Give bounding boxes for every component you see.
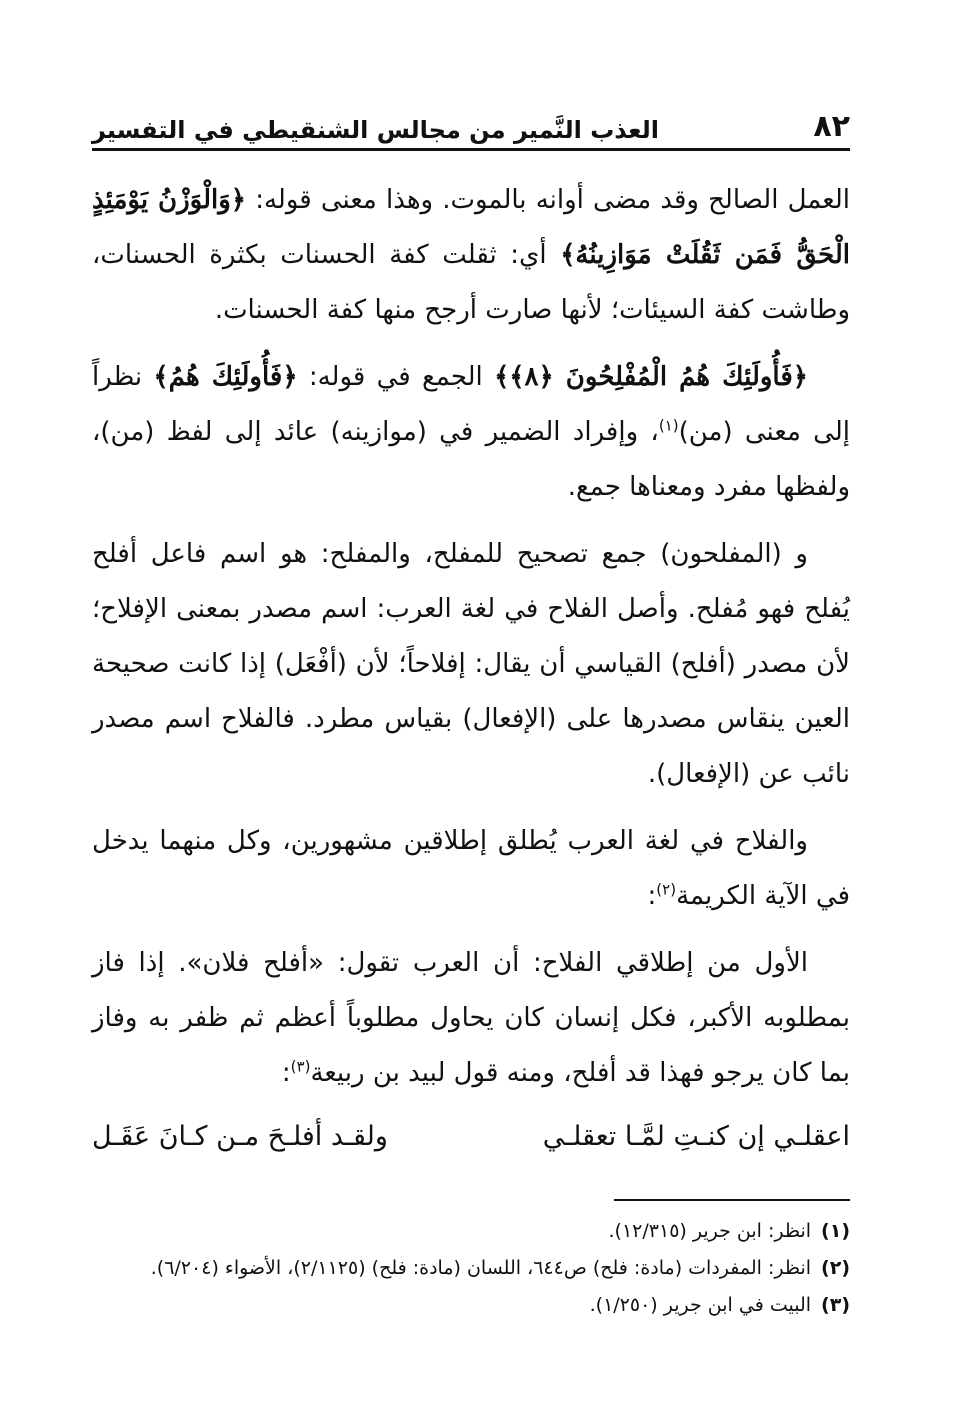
footnote-ref[interactable]: (٢) — [656, 880, 677, 899]
paragraph-5 — [92, 936, 850, 1101]
text-segment: : — [647, 881, 657, 911]
footnote — [92, 1287, 850, 1324]
footnote-text: انظر: ابن جرير (١٢/٣١٥). — [608, 1220, 812, 1242]
page-number: ٨٢ — [813, 109, 850, 144]
quran-verse: ﴿فَأُولَئِكَ هُمُ﴾ — [153, 362, 298, 392]
text-segment: نظراً إلى معنى (من) — [92, 362, 850, 447]
footnote — [92, 1250, 850, 1287]
text-segment: العمل الصالح وقد مضى أوانه بالموت. وهذا معنى قوله: — [246, 185, 850, 215]
footnote-number: (٣) — [821, 1294, 850, 1316]
quran-verse: ﴿وَالْوَزْنُ يَوْمَئِذٍ الْحَقُّ فَمَن ثَقُلَتْ مَوَازِينُهُ﴾ — [92, 185, 850, 270]
footnote-text: انظر: المفردات (مادة: فلح) ص٦٤٤، اللسان (مادة: فلح) (٢/١١٢٥)، الأضواء (٦/٢٠٤). — [150, 1257, 812, 1279]
footnote-text: البيت في ابن جرير (١/٢٥٠). — [589, 1294, 812, 1316]
poetry-verse — [92, 1113, 850, 1161]
text-segment: الأول من إطلاقي الفلاح: أن العرب تقول: «أفلح فلان». إذا فاز بمطلوبه الأكبر، فكل إنسان كان يحاول مطلوباً أعظم ثم ظفر به وفاز بما كان يرجو فهذا قد أفلح، ومنه قول لبيد بن ربيعة — [92, 948, 850, 1088]
running-title: العذب النَّمير من مجالس الشنقيطي في التفسير — [92, 116, 659, 144]
text-segment: ، وإفراد الضمير في (موازينه) عائد إلى لفظ (من)، ولفظها مفرد ومعناها جمع. — [92, 417, 850, 502]
quran-verse: ﴿فَأُولَئِكَ هُمُ الْمُفْلِحُونَ ﴿٨﴾﴾ — [494, 362, 809, 392]
text-segment: : — [281, 1058, 291, 1088]
footnote-number: (٢) — [821, 1257, 850, 1279]
second-hemistich: ولقـد أفلـحَ مـن كـانَ عَقَـل — [92, 1121, 388, 1152]
paragraph-2 — [92, 350, 850, 515]
page-header — [92, 92, 850, 151]
footnote-ref[interactable]: (٣) — [290, 1057, 311, 1076]
paragraph-1 — [92, 173, 850, 338]
main-text — [92, 173, 850, 1161]
paragraph-4 — [92, 814, 850, 924]
text-segment: أي: ثقلت كفة الحسنات بكثرة الحسنات، وطاشت كفة السيئات؛ لأنها صارت أرجح منها كفة الحسنات. — [92, 240, 850, 325]
footnote-ref[interactable]: (١) — [658, 416, 679, 435]
text-segment: الجمع في قوله: — [297, 362, 495, 392]
footnote — [92, 1213, 850, 1250]
footnote-number: (١) — [821, 1220, 850, 1242]
footnotes — [92, 1213, 850, 1324]
first-hemistich: اعقلـي إن كنـتِ لمَّـا تعقلـي — [542, 1121, 850, 1152]
paragraph-3: و (المفلحون) جمع تصحيح للمفلح، والمفلح: هو اسم فاعل أفلح يُفلح فهو مُفلح. وأصل الفلاح في لغة العرب: اسم مصدر بمعنى الإفلاح؛ لأن مصدر (أفلح) القياسي أن يقال: إفلاحاً؛ لأن (أفْعَل) إذا كانت صحيحة العين ينقاس مصدرها على (الإفعال) بقياس مطرد. فالفلاح اسم مصدر نائب عن (الإفعال). — [92, 539, 850, 789]
text-segment: والفلاح في لغة العرب يُطلق إطلاقين مشهورين، وكل منهما يدخل في الآية الكريمة — [92, 826, 850, 911]
footnote-divider — [614, 1199, 850, 1201]
